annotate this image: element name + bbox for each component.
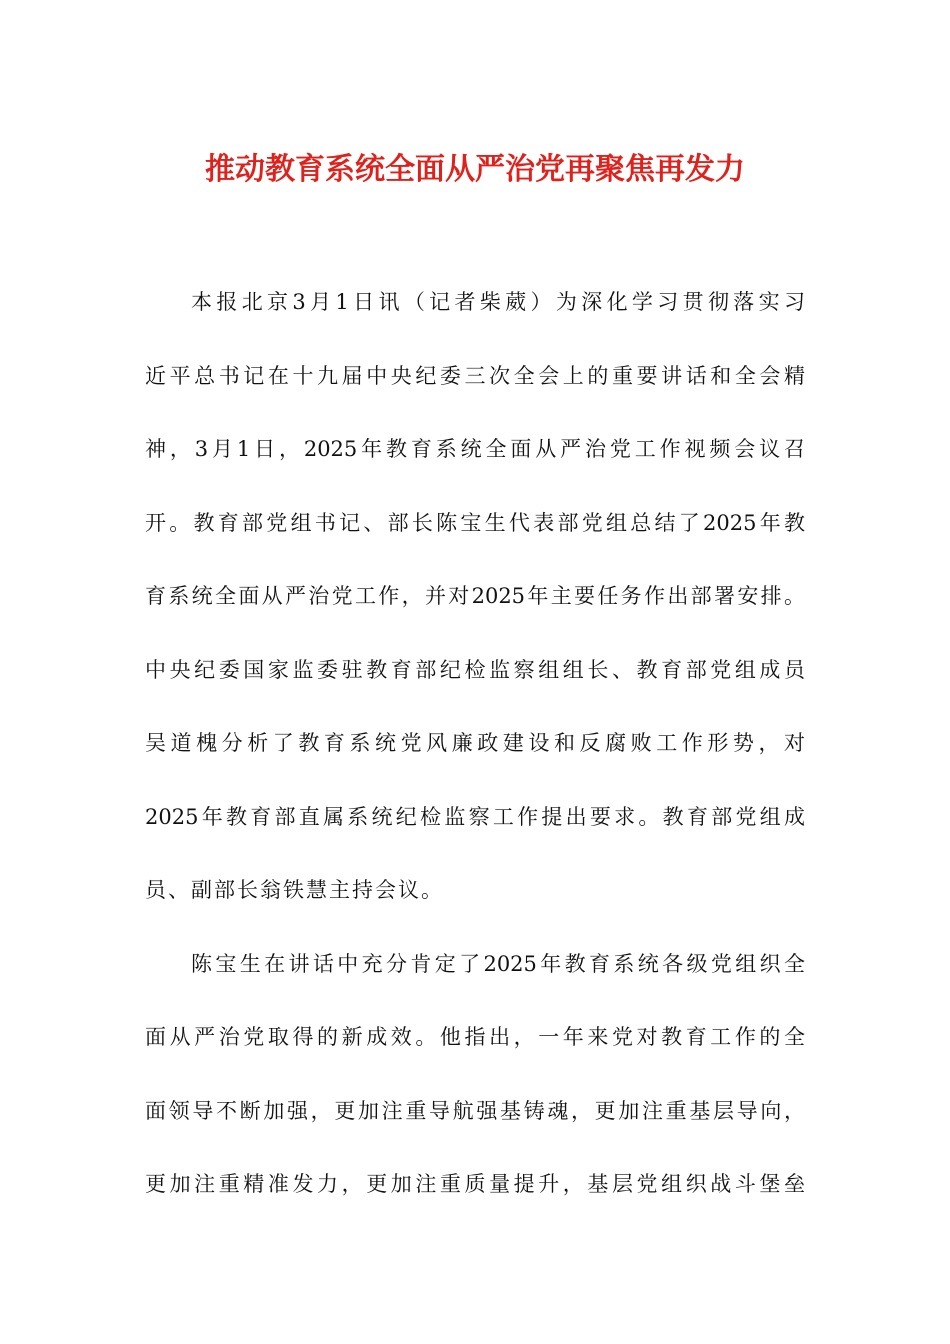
- paragraph-line: 开。教育部党组书记、部长陈宝生代表部党组总结了2025年教: [145, 510, 805, 535]
- paragraph-line: 中央纪委国家监委驻教育部纪检监察组组长、教育部党组成员: [145, 657, 805, 682]
- paragraph-line: 育系统全面从严治党工作，并对2025年主要任务作出部署安排。: [145, 584, 805, 608]
- paragraph-line: 面领导不断加强，更加注重导航强基铸魂，更加注重基层导向，: [145, 1098, 805, 1123]
- paragraph-line: 近平总书记在十九届中央纪委三次全会上的重要讲话和全会精: [145, 363, 805, 388]
- paragraph-line: 面从严治党取得的新成效。他指出，一年来党对教育工作的全: [145, 1025, 805, 1049]
- paragraph-line: 员、副部长翁铁慧主持会议。: [145, 878, 444, 902]
- paragraph-line: 更加注重精准发力，更加注重质量提升，基层党组织战斗堡垒: [145, 1172, 805, 1196]
- paragraph-line: 2025年教育部直属系统纪检监察工作提出要求。教育部党组成: [145, 804, 805, 829]
- paragraph-line: 吴道槐分析了教育系统党风廉政建设和反腐败工作形势，对: [145, 731, 805, 755]
- article-body: [145, 282, 815, 1238]
- paragraph-line: 神，3月1日，2025年教育系统全面从严治党工作视频会议召: [145, 437, 805, 461]
- document-title: 推动教育系统全面从严治党再聚焦再发力: [205, 152, 745, 187]
- paragraph-line: 陈宝生在讲话中充分肯定了2025年教育系统各级党组织全: [191, 951, 805, 976]
- paragraph-line: 本报北京3月1日讯（记者柴葳）为深化学习贯彻落实习: [191, 290, 805, 314]
